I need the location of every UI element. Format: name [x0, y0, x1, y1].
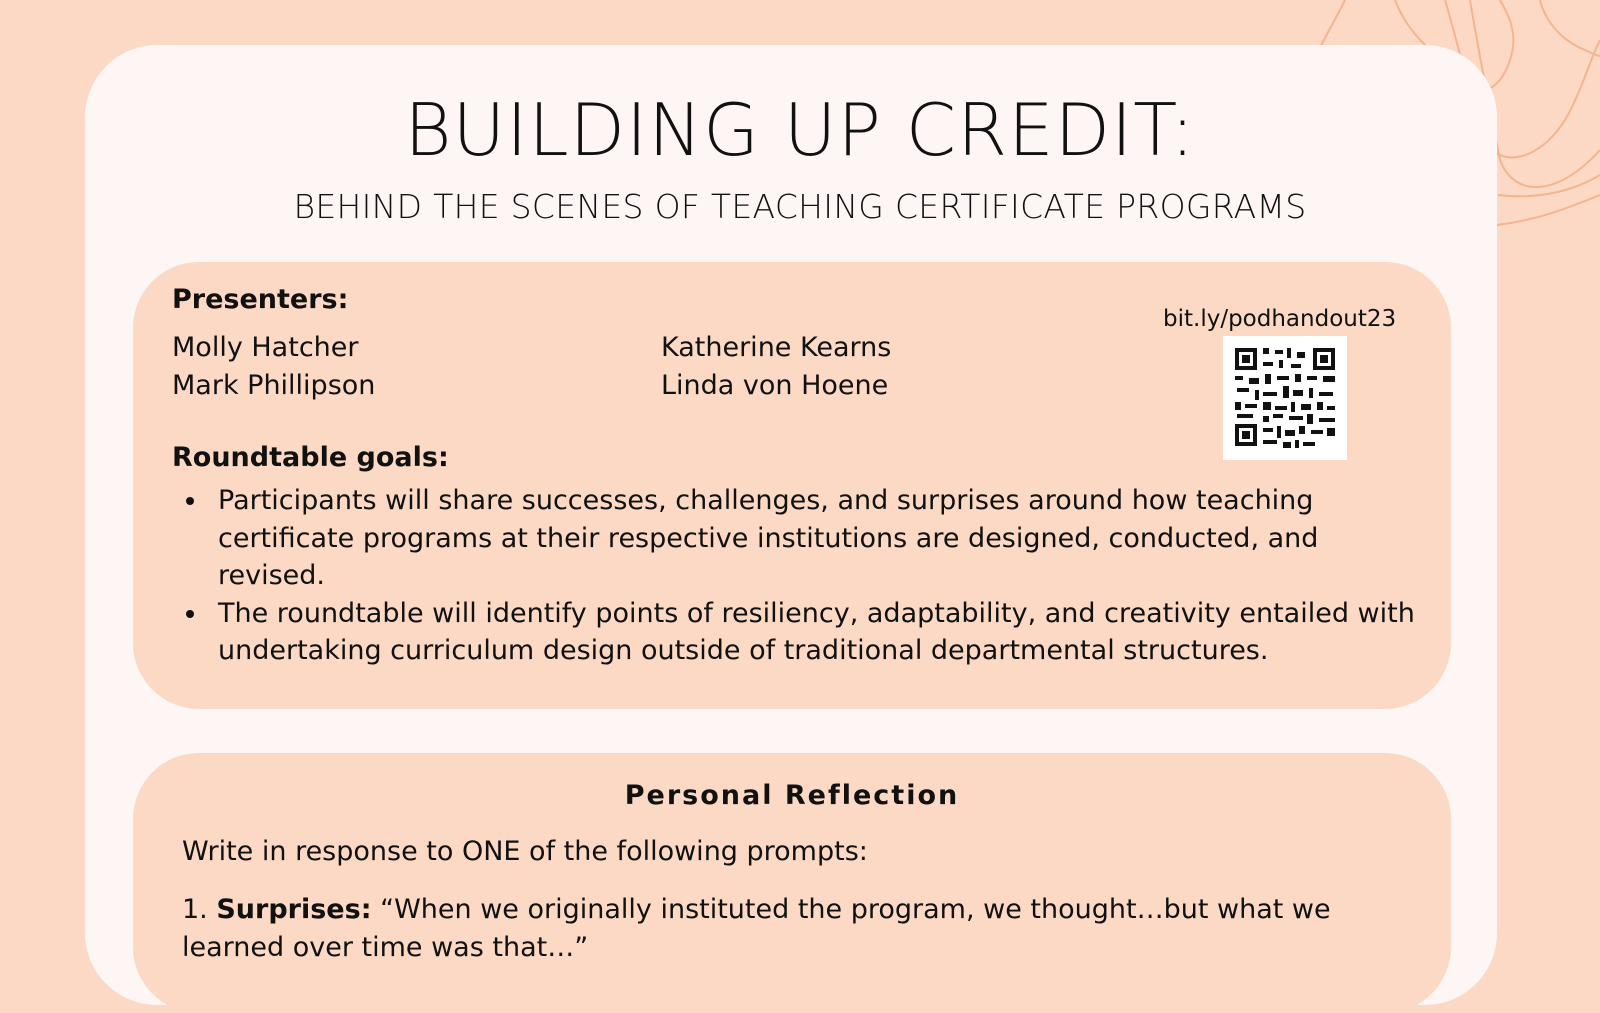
presenter-name: Molly Hatcher: [172, 332, 359, 363]
roundtable-goals-list: [218, 482, 1418, 670]
presenter-name: Linda von Hoene: [661, 370, 889, 401]
personal-reflection-title: Personal Reflection: [624, 780, 960, 811]
prompt-number: 1.: [182, 894, 208, 925]
handout-link[interactable]: bit.ly/podhandout23: [1163, 306, 1397, 332]
page-subtitle: BEHIND THE SCENES OF TEACHING CERTIFICATE PROGRAMS: [293, 187, 1307, 226]
list-item: The roundtable will identify points of resiliency, adaptability, and creativity entailed with undertaking curriculum design outside of traditional departmental structures.: [218, 595, 1418, 670]
prompt-text: “When we originally instituted the program, we thought…but what we learned over time was that…”: [182, 894, 1331, 963]
reflection-intro: Write in response to ONE of the following prompts:: [182, 836, 868, 867]
roundtable-goals-label: Roundtable goals:: [172, 442, 449, 473]
presenters-label: Presenters:: [172, 284, 349, 315]
reflection-prompt: [182, 891, 1422, 967]
page-title: BUILDING UP CREDIT:: [404, 88, 1196, 172]
list-item: Participants will share successes, challenges, and surprises around how teaching certificate programs at their respective institutions are designed, conducted, and revised.: [218, 482, 1418, 595]
prompt-label: Surprises:: [216, 894, 372, 925]
qr-code-icon[interactable]: [1223, 336, 1347, 460]
presenter-name: Mark Phillipson: [172, 370, 376, 401]
presenter-name: Katherine Kearns: [661, 332, 892, 363]
